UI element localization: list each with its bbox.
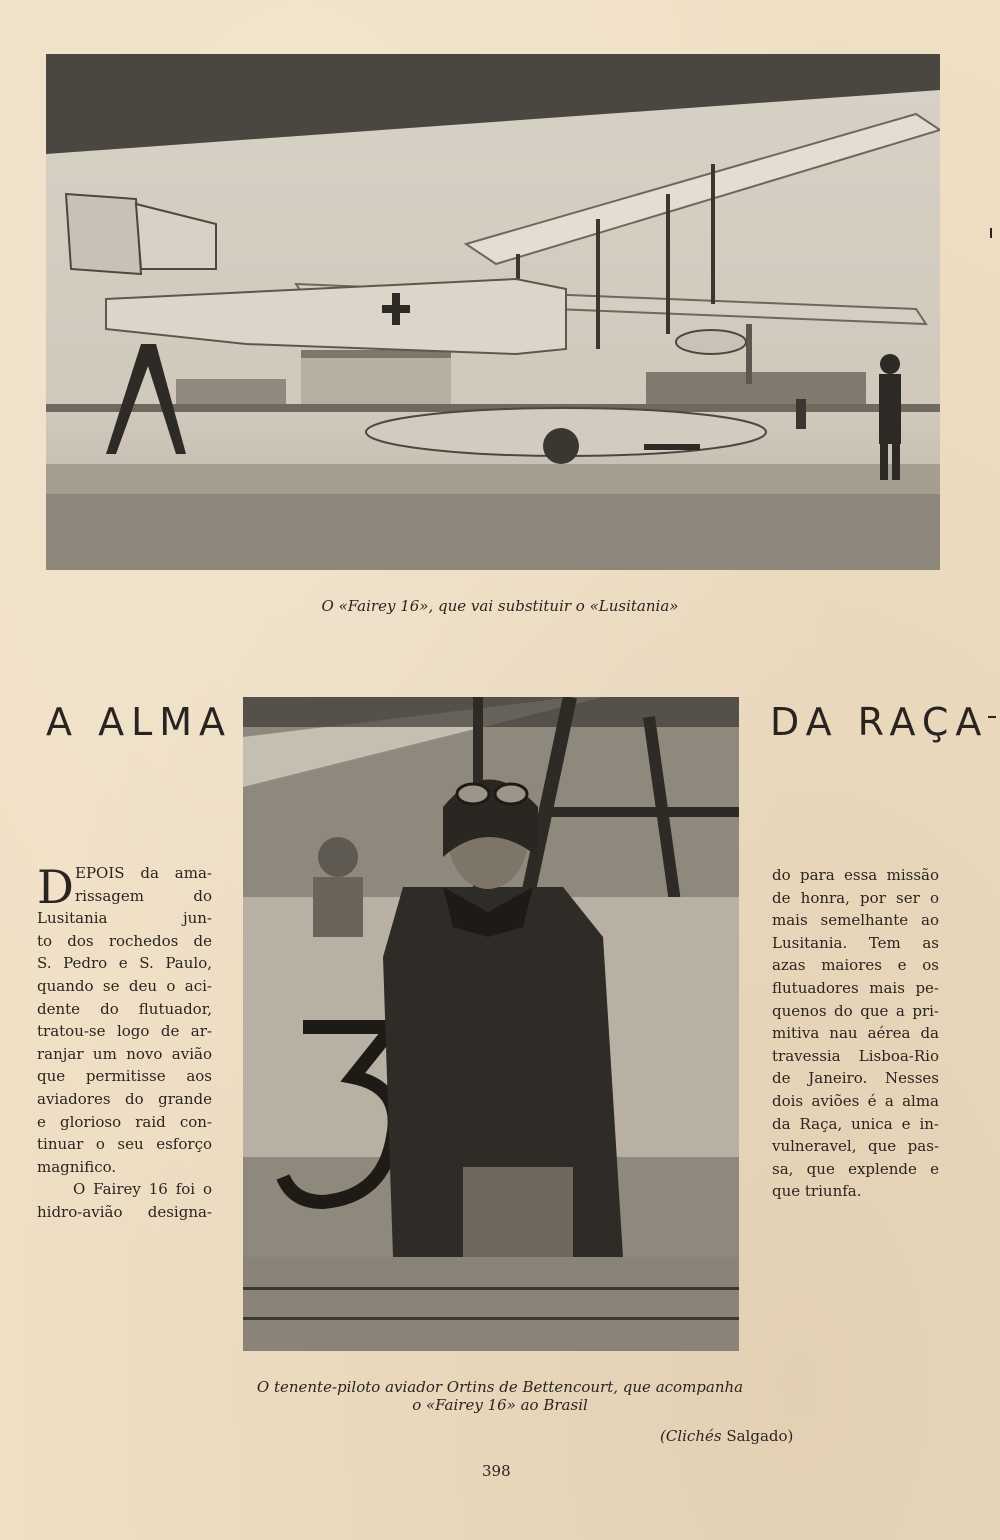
seaplane-photo-caption	[270, 597, 730, 615]
credit-rest: Salgado)	[721, 1427, 794, 1445]
article-line: magnifico.	[37, 1157, 117, 1176]
article-column-left	[37, 862, 212, 1224]
seaplane-photo-drawing	[46, 54, 940, 570]
article-line: S. Pedro e S. Paulo,	[37, 954, 212, 973]
article-line: Lusitania. Tem as	[772, 933, 939, 952]
article-line: e glorioso raid con-	[37, 1112, 212, 1131]
aviator-portrait-drawing	[243, 697, 739, 1351]
article-line: que triunfa.	[772, 1182, 862, 1201]
article-line: do para essa missão	[772, 866, 939, 884]
article-line: aviadores do grande	[37, 1089, 212, 1108]
caption-line: O tenente-piloto aviador Ortins de Bettencourt, que acompanha	[256, 1378, 744, 1396]
caption-text: O «Fairey 16», que vai substituir o «Lusitania»	[321, 597, 679, 615]
aviator-portrait-photo	[243, 697, 739, 1351]
article-line: quenos do que a pri-	[772, 1001, 939, 1020]
article-line: vulneravel, que pas-	[772, 1137, 939, 1156]
aviator-photo-caption	[200, 1378, 800, 1414]
margin-mark	[988, 716, 996, 718]
headline-left: A ALMA	[46, 700, 233, 744]
article-line: quando se deu o aci-	[37, 976, 212, 995]
article-line: de honra, por ser o	[772, 888, 939, 907]
seaplane-photo	[46, 54, 940, 570]
margin-mark	[990, 228, 992, 238]
article-line: ranjar um novo avião	[37, 1044, 212, 1063]
article-line: to dos rochedos de	[37, 931, 212, 950]
article-line: sa, que explende e	[772, 1159, 939, 1178]
article-line: azas maiores e os	[772, 956, 939, 975]
article-line: de Janeiro. Nesses	[772, 1069, 939, 1088]
article-line: mais semelhante ao	[772, 911, 939, 930]
article-line: O Fairey 16 foi o	[73, 1180, 212, 1199]
headline-right: DA RAÇA	[770, 700, 989, 744]
article-line: EPOIS da ama-	[75, 864, 212, 882]
article-line: hidro-avião designa-	[37, 1202, 212, 1221]
article-line: flutuadores mais pe-	[772, 978, 939, 997]
article-line: tinuar o seu esforço	[37, 1135, 212, 1154]
page-number: 398	[482, 1462, 511, 1480]
article-line: da Raça, unica e in-	[772, 1114, 939, 1133]
dropcap-letter: D	[37, 860, 74, 914]
caption-line: o «Fairey 16» ao Brasil	[412, 1396, 588, 1414]
article-line: rissagem do	[75, 886, 212, 905]
article-line: tratou-se logo de ar-	[37, 1022, 212, 1041]
article-column-right	[772, 864, 939, 1203]
article-line: dois aviões é a alma	[772, 1091, 939, 1110]
article-line: dente do flutuador,	[37, 999, 212, 1018]
article-line: travessia Lisboa-Rio	[772, 1046, 939, 1065]
article-line: Lusitania jun-	[37, 909, 212, 928]
article-line: mitiva nau aérea da	[772, 1024, 939, 1043]
photo-credit	[660, 1427, 793, 1445]
article-line: que permitisse aos	[37, 1067, 212, 1086]
credit-italic: (Clichés	[660, 1427, 722, 1445]
